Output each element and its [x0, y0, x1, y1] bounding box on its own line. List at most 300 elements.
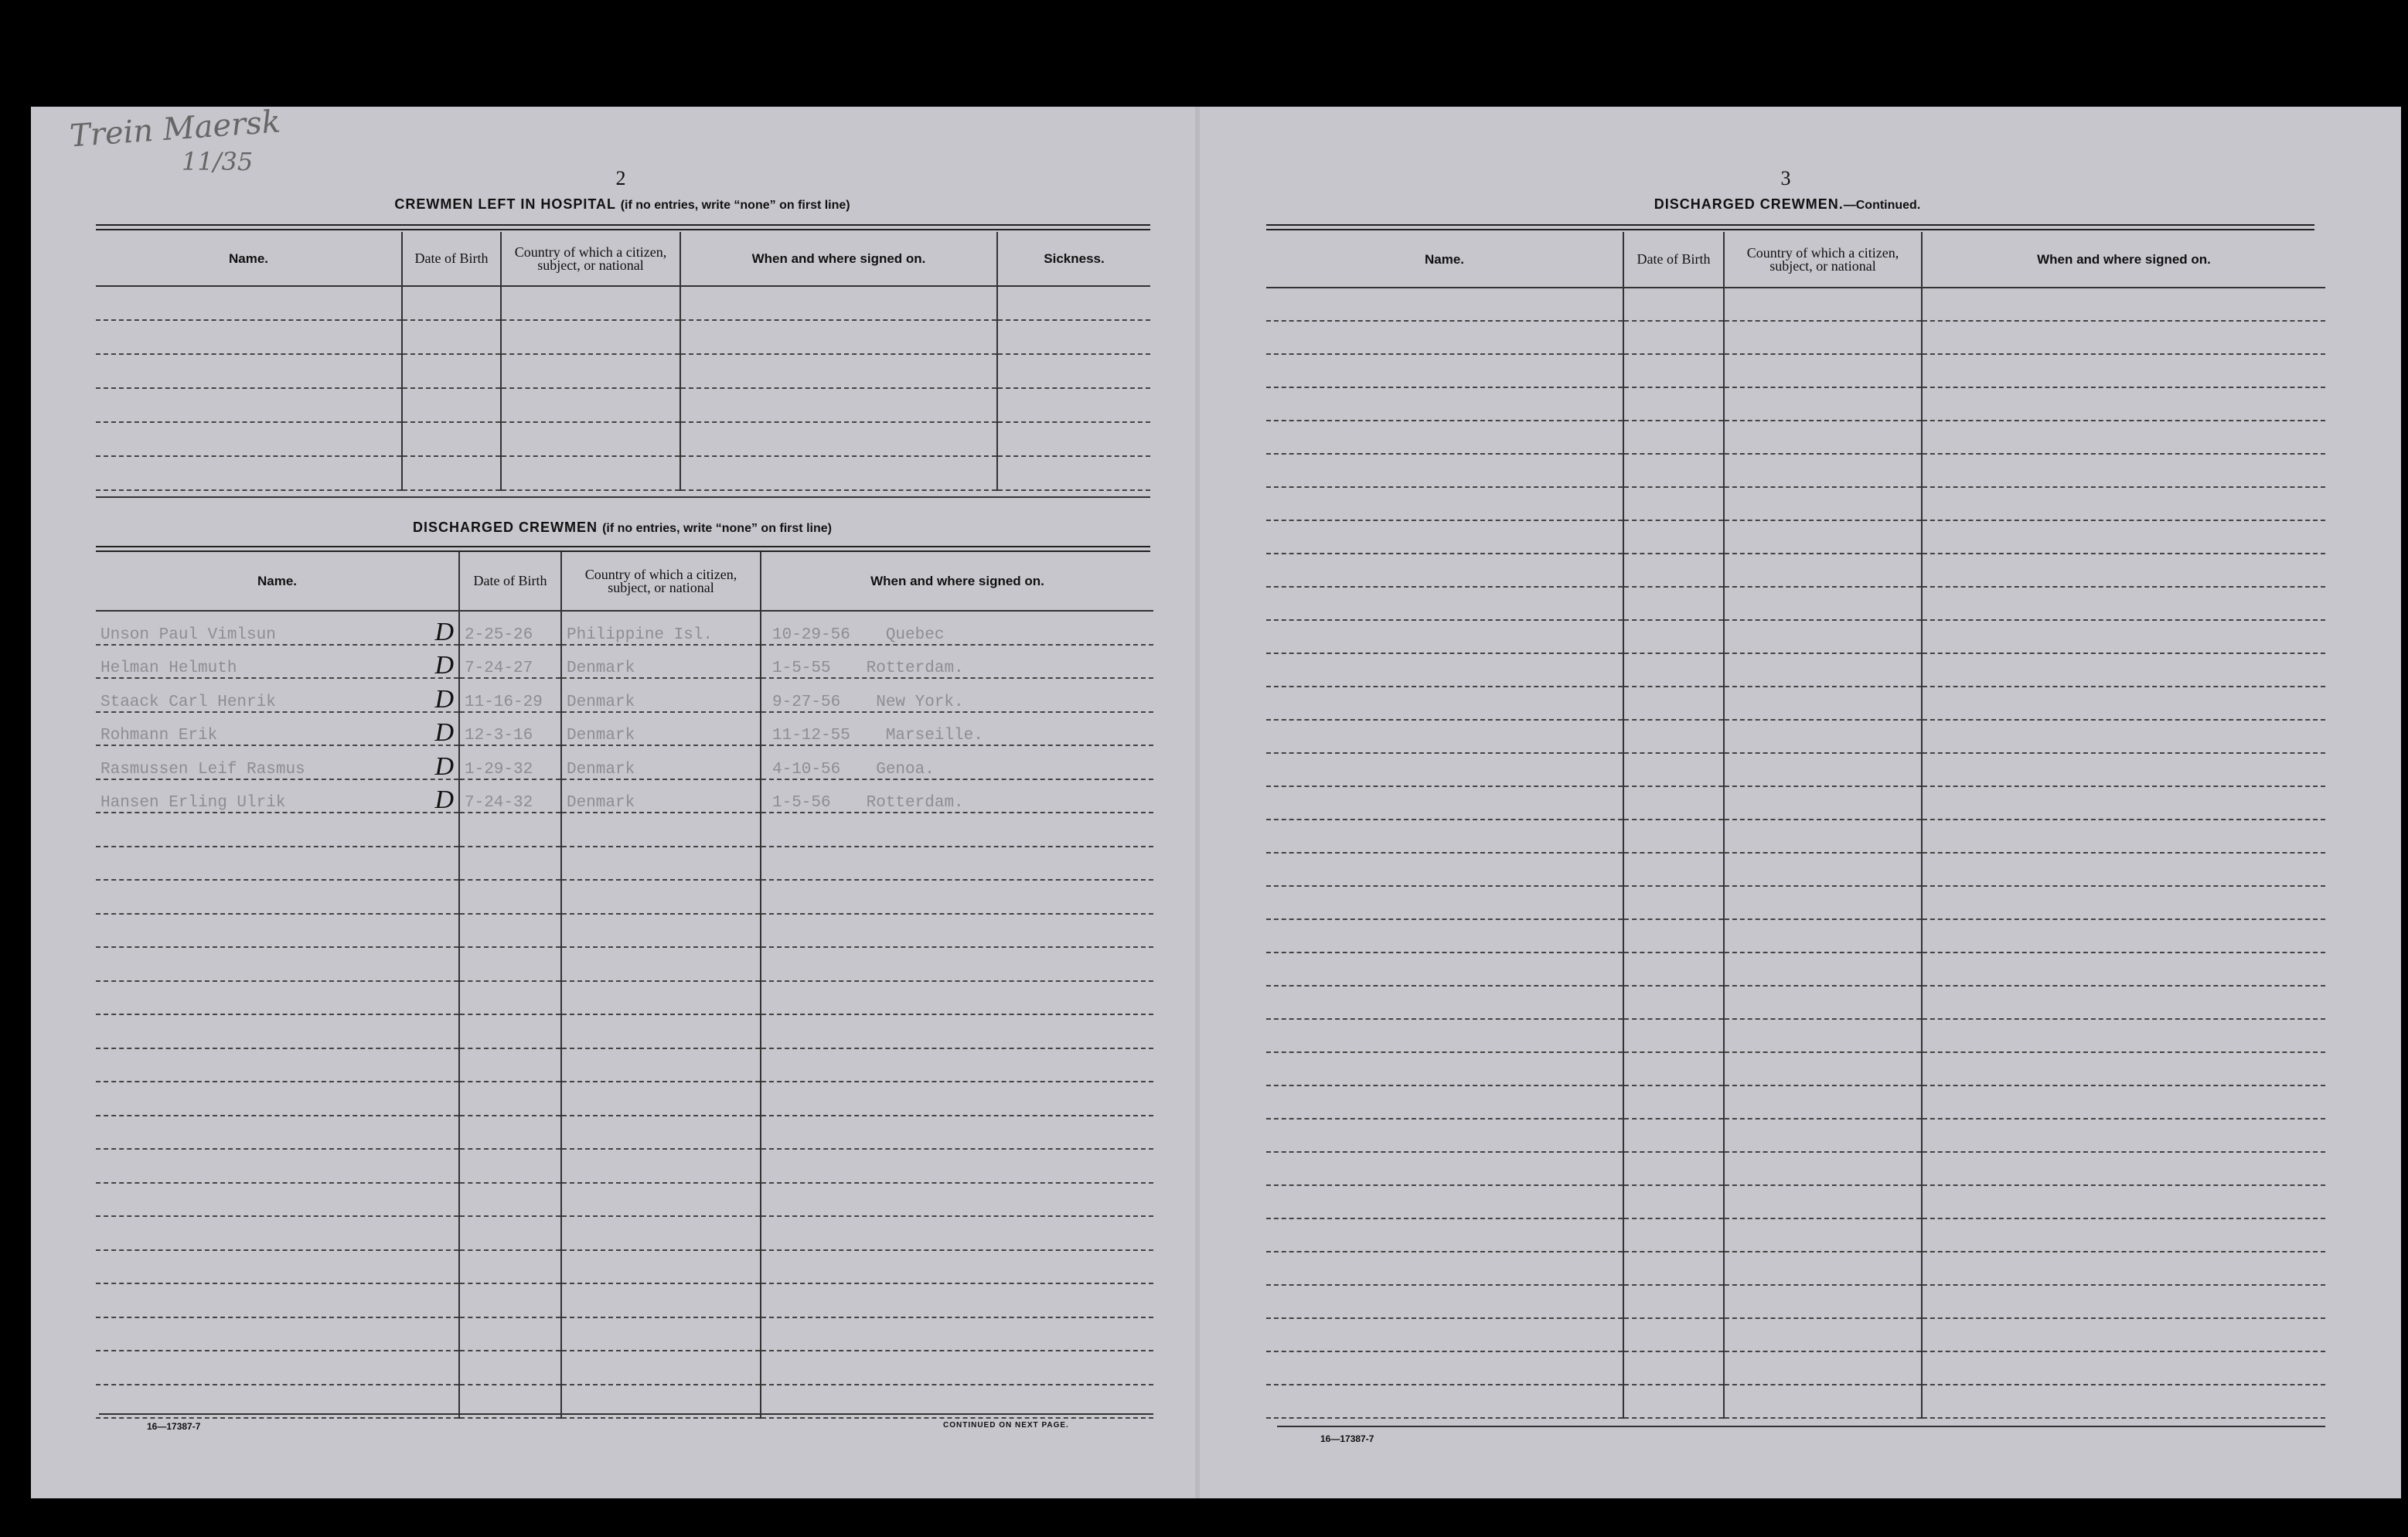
table-row	[96, 880, 1153, 914]
table-row	[1266, 653, 2325, 687]
table-row	[96, 1250, 1153, 1284]
blank-cell	[1922, 1351, 2325, 1385]
hospital-bottom-rule	[96, 496, 1150, 498]
blank-cell	[501, 388, 680, 422]
blank-cell	[1623, 886, 1724, 919]
blank-cell	[1922, 986, 2325, 1019]
blank-cell	[1266, 1351, 1623, 1385]
blank-cell	[1266, 1019, 1623, 1052]
country: Denmark	[561, 645, 761, 679]
blank-cell	[1623, 953, 1724, 986]
table-row	[1266, 321, 2325, 354]
blank-cell	[459, 1082, 561, 1116]
table-row	[1266, 1052, 2325, 1085]
table-row	[1266, 919, 2325, 953]
blank-cell	[1266, 1052, 1623, 1085]
table-row	[1266, 1185, 2325, 1218]
hospital-section-title: CREWMEN LEFT IN HOSPITAL (if no entries, write “none” on first line)	[394, 196, 850, 212]
discharged-mark: D	[434, 718, 454, 745]
table-row	[96, 286, 1150, 320]
table-row	[96, 1014, 1153, 1048]
blank-cell	[1266, 919, 1623, 953]
crewman-name: Rasmussen Leif Rasmus D	[96, 745, 459, 779]
blank-cell	[459, 1351, 561, 1385]
form-number: 16—17387-7	[147, 1421, 201, 1432]
hospital-top-rule	[96, 224, 1150, 226]
table-row	[96, 1048, 1153, 1082]
blank-cell	[1266, 1252, 1623, 1285]
table-row	[96, 678, 1153, 712]
blank-cell	[1922, 919, 2325, 953]
blank-cell	[1623, 820, 1724, 853]
table-row	[96, 847, 1153, 881]
blank-cell	[1922, 1218, 2325, 1252]
blank-cell	[1266, 753, 1623, 786]
blank-cell	[1724, 1252, 1922, 1285]
blank-cell	[96, 388, 402, 422]
table-row	[1266, 720, 2325, 753]
blank-cell	[459, 813, 561, 847]
blank-cell	[402, 388, 501, 422]
table-row	[96, 947, 1153, 981]
blank-cell	[1266, 986, 1623, 1019]
blank-cell	[561, 1283, 761, 1317]
blank-cell	[96, 1216, 459, 1250]
blank-cell	[1922, 387, 2325, 421]
blank-cell	[1724, 387, 1922, 421]
blank-cell	[1922, 687, 2325, 720]
blank-cell	[1922, 288, 2325, 321]
blank-cell	[1623, 687, 1724, 720]
blank-cell	[1922, 786, 2325, 820]
blank-cell	[1724, 620, 1922, 653]
blank-cell	[1922, 1085, 2325, 1119]
blank-cell	[561, 1351, 761, 1385]
blank-cell	[402, 320, 501, 354]
country: Denmark	[561, 678, 761, 712]
blank-cell	[1922, 354, 2325, 387]
discharged-section-title: DISCHARGED CREWMEN (if no entries, write “none” on first line)	[413, 520, 832, 535]
blank-cell	[1623, 520, 1724, 554]
blank-cell	[1623, 753, 1724, 786]
blank-cell	[1266, 1152, 1623, 1185]
blank-cell	[96, 981, 459, 1015]
blank-cell	[561, 1317, 761, 1351]
form-number: 16—17387-7	[1320, 1433, 1374, 1444]
blank-cell	[1922, 421, 2325, 454]
blank-cell	[1623, 1052, 1724, 1085]
blank-cell	[1922, 554, 2325, 587]
blank-cell	[96, 286, 402, 320]
blank-cell	[1266, 387, 1623, 421]
blank-cell	[1266, 853, 1623, 886]
blank-cell	[501, 320, 680, 354]
blank-cell	[1266, 454, 1623, 487]
blank-cell	[1623, 387, 1724, 421]
table-row	[1266, 1252, 2325, 1285]
country: Denmark	[561, 745, 761, 779]
table-row	[1266, 587, 2325, 620]
blank-cell	[96, 456, 402, 490]
date-of-birth: 12-3-16	[459, 712, 561, 746]
blank-cell	[1623, 1085, 1724, 1119]
blank-cell	[1724, 720, 1922, 753]
date-of-birth: 11-16-29	[459, 678, 561, 712]
table-row	[1266, 986, 2325, 1019]
blank-cell	[997, 388, 1150, 422]
blank-cell	[1623, 1252, 1724, 1285]
blank-cell	[1623, 720, 1724, 753]
table-row	[1266, 786, 2325, 820]
blank-cell	[1724, 1085, 1922, 1119]
table-row	[1266, 820, 2325, 853]
blank-cell	[459, 1317, 561, 1351]
table-row	[96, 1149, 1153, 1183]
blank-cell	[1623, 554, 1724, 587]
col-header-signed-on: When and where signed on.	[1922, 232, 2325, 288]
blank-cell	[1922, 886, 2325, 919]
signed-on	[761, 712, 1153, 746]
table-row	[1266, 1218, 2325, 1252]
blank-cell	[561, 880, 761, 914]
blank-cell	[1266, 1085, 1623, 1119]
blank-cell	[402, 456, 501, 490]
discharged-mark: D	[434, 751, 454, 779]
blank-cell	[1266, 288, 1623, 321]
blank-cell	[1623, 1385, 1724, 1418]
blank-cell	[1724, 288, 1922, 321]
blank-cell	[1724, 653, 1922, 687]
blank-cell	[1623, 653, 1724, 687]
country: Philippine Isl.	[561, 611, 761, 645]
blank-cell	[1266, 554, 1623, 587]
table-row	[96, 981, 1153, 1015]
signed-on-date: 9-27-56	[772, 693, 841, 711]
col-header-sickness: Sickness.	[997, 232, 1150, 286]
blank-cell	[459, 1149, 561, 1183]
blank-cell	[1266, 587, 1623, 620]
blank-cell	[501, 456, 680, 490]
continued-note: CONTINUED ON NEXT PAGE.	[943, 1421, 1069, 1430]
blank-cell	[96, 1250, 459, 1284]
blank-cell	[96, 813, 459, 847]
blank-cell	[1724, 820, 1922, 853]
blank-cell	[1266, 520, 1623, 554]
blank-cell	[501, 286, 680, 320]
blank-cell	[96, 1183, 459, 1217]
table-row	[96, 1317, 1153, 1351]
blank-cell	[96, 422, 402, 456]
blank-cell	[1623, 1152, 1724, 1185]
blank-cell	[459, 1216, 561, 1250]
country: Denmark	[561, 712, 761, 746]
blank-cell	[459, 847, 561, 881]
blank-cell	[997, 354, 1150, 388]
handwritten-annotation: Trein Maersk	[68, 104, 282, 155]
blank-cell	[96, 1116, 459, 1150]
blank-cell	[1922, 1318, 2325, 1351]
table-row	[1266, 1119, 2325, 1152]
blank-cell	[1922, 321, 2325, 354]
blank-cell	[459, 1116, 561, 1150]
blank-cell	[761, 1082, 1153, 1116]
blank-cell	[1623, 1285, 1724, 1318]
blank-cell	[761, 880, 1153, 914]
table-row	[1266, 288, 2325, 321]
blank-cell	[1922, 1019, 2325, 1052]
table-row	[1266, 953, 2325, 986]
table-row	[96, 645, 1153, 679]
blank-cell	[1724, 1152, 1922, 1185]
blank-cell	[1266, 953, 1623, 986]
blank-cell	[1266, 1285, 1623, 1318]
blank-cell	[561, 914, 761, 948]
signed-on-place: Rotterdam.	[866, 794, 964, 812]
blank-cell	[1266, 487, 1623, 520]
blank-cell	[1623, 1019, 1724, 1052]
blank-cell	[1623, 321, 1724, 354]
table-row	[1266, 487, 2325, 520]
blank-cell	[1922, 1119, 2325, 1152]
crewman-name: Rohmann Erik D	[96, 712, 459, 746]
blank-cell	[1922, 587, 2325, 620]
continued-top-rule	[1266, 224, 2314, 226]
blank-cell	[561, 1183, 761, 1217]
blank-cell	[1266, 1185, 1623, 1218]
blank-cell	[459, 981, 561, 1015]
handwritten-annotation-date: 11/35	[182, 147, 254, 176]
date-of-birth: 1-29-32	[459, 745, 561, 779]
col-header-country: Country of which a citizen, subject, or national	[501, 232, 680, 286]
blank-cell	[1922, 820, 2325, 853]
blank-cell	[1724, 1351, 1922, 1385]
table-row	[96, 1082, 1153, 1116]
blank-cell	[1922, 1252, 2325, 1285]
blank-cell	[761, 981, 1153, 1015]
crewman-name: Helman Helmuth D	[96, 645, 459, 679]
blank-cell	[1922, 753, 2325, 786]
blank-cell	[1623, 919, 1724, 953]
blank-cell	[1724, 853, 1922, 886]
blank-cell	[96, 914, 459, 948]
blank-cell	[1724, 454, 1922, 487]
col-header-country: Country of which a citizen, subject, or national	[1724, 232, 1922, 288]
col-header-signed-on: When and where signed on.	[761, 552, 1153, 611]
blank-cell	[459, 947, 561, 981]
discharged-bottom-rule	[99, 1413, 1153, 1415]
country: Denmark	[561, 779, 761, 813]
right-page	[1200, 107, 2401, 1498]
signed-on-place: Quebec	[885, 625, 945, 644]
blank-cell	[96, 354, 402, 388]
table-row	[1266, 1318, 2325, 1351]
table-row	[96, 388, 1150, 422]
blank-cell	[561, 847, 761, 881]
blank-cell	[1266, 1218, 1623, 1252]
table-row	[1266, 387, 2325, 421]
table-row	[1266, 1085, 2325, 1119]
blank-cell	[96, 1048, 459, 1082]
blank-cell	[561, 1048, 761, 1082]
blank-cell	[1724, 1318, 1922, 1351]
blank-cell	[561, 1116, 761, 1150]
blank-cell	[459, 1250, 561, 1284]
blank-cell	[459, 880, 561, 914]
blank-cell	[561, 1014, 761, 1048]
blank-cell	[761, 1116, 1153, 1150]
signed-on-date: 1-5-56	[772, 794, 831, 812]
blank-cell	[1724, 786, 1922, 820]
blank-cell	[96, 1351, 459, 1385]
blank-cell	[761, 847, 1153, 881]
blank-cell	[96, 1283, 459, 1317]
blank-cell	[1922, 720, 2325, 753]
blank-cell	[997, 286, 1150, 320]
blank-cell	[1724, 321, 1922, 354]
table-row	[1266, 1385, 2325, 1418]
date-of-birth: 7-24-27	[459, 645, 561, 679]
blank-cell	[1623, 354, 1724, 387]
blank-cell	[96, 1149, 459, 1183]
table-row	[96, 1351, 1153, 1385]
blank-cell	[761, 1283, 1153, 1317]
blank-cell	[96, 880, 459, 914]
table-row	[96, 611, 1153, 645]
discharged-mark: D	[434, 786, 454, 813]
signed-on-place: Rotterdam.	[866, 659, 964, 677]
table-row	[1266, 687, 2325, 720]
blank-cell	[1724, 487, 1922, 520]
discharged-mark: D	[434, 617, 454, 645]
signed-on-place: New York.	[876, 693, 964, 711]
discharged-mark: D	[434, 684, 454, 712]
table-row	[1266, 454, 2325, 487]
blank-cell	[1724, 753, 1922, 786]
blank-cell	[1724, 687, 1922, 720]
blank-cell	[96, 1014, 459, 1048]
table-row	[96, 813, 1153, 847]
blank-cell	[96, 1082, 459, 1116]
table-row	[1266, 1152, 2325, 1185]
signed-on-date: 10-29-56	[772, 625, 850, 644]
blank-cell	[1623, 1185, 1724, 1218]
blank-cell	[680, 388, 997, 422]
blank-cell	[1724, 1019, 1922, 1052]
blank-cell	[1922, 853, 2325, 886]
date-of-birth: 7-24-32	[459, 779, 561, 813]
blank-cell	[1623, 620, 1724, 653]
blank-cell	[1266, 687, 1623, 720]
blank-cell	[561, 1250, 761, 1284]
blank-cell	[761, 1149, 1153, 1183]
blank-cell	[501, 422, 680, 456]
continued-bottom-rule	[1277, 1426, 2325, 1427]
blank-cell	[1623, 1119, 1724, 1152]
blank-cell	[1724, 1218, 1922, 1252]
signed-on	[761, 645, 1153, 679]
blank-cell	[761, 1183, 1153, 1217]
blank-cell	[761, 1048, 1153, 1082]
blank-cell	[96, 847, 459, 881]
signed-on	[761, 745, 1153, 779]
blank-cell	[1623, 487, 1724, 520]
blank-cell	[1724, 919, 1922, 953]
table-row	[1266, 1019, 2325, 1052]
blank-cell	[1623, 1318, 1724, 1351]
col-header-dob: Date of Birth	[1623, 232, 1724, 288]
table-row	[96, 914, 1153, 948]
blank-cell	[761, 1250, 1153, 1284]
table-row	[1266, 753, 2325, 786]
blank-cell	[1724, 886, 1922, 919]
blank-cell	[459, 1014, 561, 1048]
blank-cell	[1922, 653, 2325, 687]
blank-cell	[402, 422, 501, 456]
blank-cell	[761, 947, 1153, 981]
blank-cell	[1266, 720, 1623, 753]
page-number: 3	[1780, 167, 1791, 189]
crewman-name: Hansen Erling Ulrik D	[96, 779, 459, 813]
blank-cell	[997, 320, 1150, 354]
blank-cell	[96, 947, 459, 981]
col-header-name: Name.	[1266, 232, 1623, 288]
blank-cell	[402, 354, 501, 388]
blank-cell	[1266, 886, 1623, 919]
blank-cell	[1724, 1052, 1922, 1085]
table-row	[96, 456, 1150, 490]
blank-cell	[761, 914, 1153, 948]
blank-cell	[1724, 554, 1922, 587]
blank-cell	[561, 981, 761, 1015]
blank-cell	[1266, 321, 1623, 354]
table-row	[1266, 1285, 2325, 1318]
signed-on	[761, 611, 1153, 645]
blank-cell	[402, 286, 501, 320]
table-row	[96, 1183, 1153, 1217]
blank-cell	[1922, 620, 2325, 653]
blank-cell	[997, 422, 1150, 456]
blank-cell	[561, 947, 761, 981]
blank-cell	[1922, 1185, 2325, 1218]
crewman-name: Staack Carl Henrik D	[96, 678, 459, 712]
table-row	[1266, 421, 2325, 454]
date-of-birth: 2-25-26	[459, 611, 561, 645]
blank-cell	[459, 1048, 561, 1082]
blank-cell	[1724, 953, 1922, 986]
blank-cell	[1266, 653, 1623, 687]
blank-cell	[1724, 1119, 1922, 1152]
table-row	[1266, 620, 2325, 653]
blank-cell	[96, 1317, 459, 1351]
blank-cell	[1724, 354, 1922, 387]
blank-cell	[459, 1283, 561, 1317]
blank-cell	[1266, 786, 1623, 820]
blank-cell	[1922, 1385, 2325, 1418]
blank-cell	[1922, 454, 2325, 487]
blank-cell	[1623, 1218, 1724, 1252]
blank-cell	[1724, 986, 1922, 1019]
table-row	[1266, 853, 2325, 886]
blank-cell	[501, 354, 680, 388]
blank-cell	[1623, 587, 1724, 620]
blank-cell	[1922, 520, 2325, 554]
blank-cell	[761, 813, 1153, 847]
left-page	[31, 104, 1228, 1498]
blank-cell	[761, 1014, 1153, 1048]
col-header-dob: Date of Birth	[459, 552, 561, 611]
blank-cell	[680, 354, 997, 388]
blank-cell	[1724, 1385, 1922, 1418]
